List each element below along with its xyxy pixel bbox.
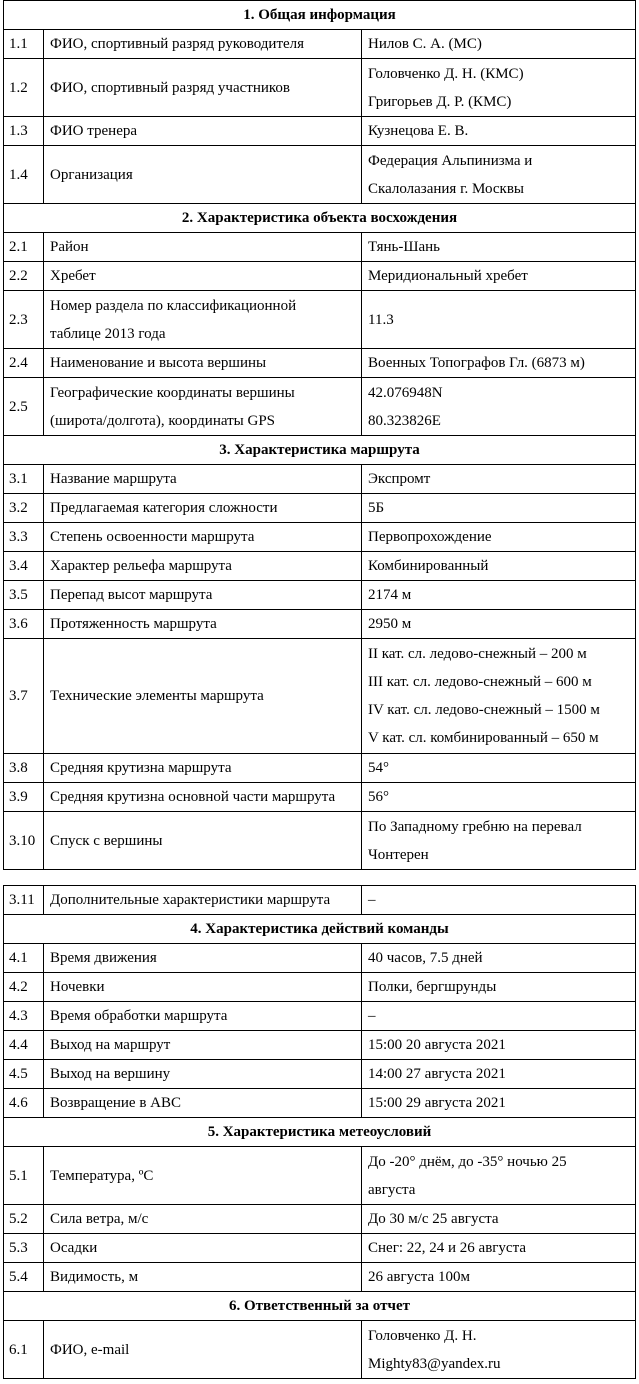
row-label: Предлагаемая категория сложности (44, 494, 362, 523)
table-row (4, 233, 636, 262)
section-header-row (4, 1292, 636, 1321)
text-line: Номер раздела по классификационной (50, 297, 297, 314)
text-line: До -20° днём, до -35° ночью 25 (368, 1153, 567, 1170)
row-label: Сила ветра, м/с (44, 1205, 362, 1234)
row-number: 1.4 (4, 146, 44, 204)
row-label: Протяженность маршрута (44, 610, 362, 639)
row-label: Организация (44, 146, 362, 204)
table-row (4, 639, 636, 754)
row-value (362, 944, 636, 973)
row-value (362, 754, 636, 783)
table-row (4, 552, 636, 581)
row-number: 1.3 (4, 117, 44, 146)
table-row (4, 291, 636, 349)
section-title: 2. Характеристика объекта восхождения (4, 204, 636, 233)
report-table-continued (3, 885, 636, 1379)
row-value (362, 291, 636, 349)
row-number: 4.4 (4, 1031, 44, 1060)
row-value (362, 639, 636, 754)
row-label: Район (44, 233, 362, 262)
text-line: Скалолазания г. Москвы (368, 180, 524, 197)
report-table-body-2 (4, 886, 636, 1379)
row-label: Время движения (44, 944, 362, 973)
text-line: Снег: 22, 24 и 26 августа (368, 1240, 526, 1256)
text-line: 80.323826E (368, 412, 441, 429)
row-value (362, 494, 636, 523)
text-line: таблице 2013 года (50, 325, 166, 342)
row-value (362, 465, 636, 494)
row-value (362, 783, 636, 812)
row-value (362, 1031, 636, 1060)
text-line: – (368, 892, 376, 908)
table-row (4, 1234, 636, 1263)
text-line: 26 августа 100м (368, 1269, 470, 1285)
row-value (362, 886, 636, 915)
row-number: 2.4 (4, 349, 44, 378)
text-line: Кузнецова Е. В. (368, 123, 469, 139)
row-number: 3.7 (4, 639, 44, 754)
report-table-body-1 (4, 1, 636, 870)
section-header-row (4, 915, 636, 944)
row-value (362, 1089, 636, 1118)
row-value (362, 1147, 636, 1205)
text-line: До 30 м/с 25 августа (368, 1211, 499, 1227)
text-line: (широта/долгота), координаты GPS (50, 412, 276, 429)
row-label: Дополнительные характеристики маршрута (44, 886, 362, 915)
text-line: Экспромт (368, 471, 431, 487)
row-label: ФИО, e-mail (44, 1321, 362, 1379)
row-value (362, 523, 636, 552)
table-row (4, 1147, 636, 1205)
section-header-row (4, 1, 636, 30)
row-number: 4.1 (4, 944, 44, 973)
row-value (362, 610, 636, 639)
row-label: ФИО, спортивный разряд руководителя (44, 30, 362, 59)
row-number: 3.10 (4, 812, 44, 870)
row-number: 1.2 (4, 59, 44, 117)
text-line: По Западному гребню на перевал (368, 818, 582, 835)
text-line: Меридиональный хребет (368, 268, 528, 284)
row-label: Выход на маршрут (44, 1031, 362, 1060)
row-label: Средняя крутизна основной части маршрута (44, 783, 362, 812)
row-number: 4.2 (4, 973, 44, 1002)
row-value (362, 552, 636, 581)
row-label: Видимость, м (44, 1263, 362, 1292)
row-number: 3.1 (4, 465, 44, 494)
section-title: 3. Характеристика маршрута (4, 436, 636, 465)
row-value (362, 233, 636, 262)
row-number: 5.2 (4, 1205, 44, 1234)
text-line: 2950 м (368, 616, 412, 632)
table-row (4, 783, 636, 812)
text-line: Григорьев Д. Р. (КМС) (368, 93, 512, 110)
table-row (4, 610, 636, 639)
row-value (362, 1060, 636, 1089)
row-number: 3.4 (4, 552, 44, 581)
row-number: 3.2 (4, 494, 44, 523)
report-table-main (3, 0, 636, 870)
text-line: Географические координаты вершины (50, 384, 295, 401)
table-row (4, 1002, 636, 1031)
text-line: Полки, бергшрунды (368, 979, 497, 995)
text-line: 15:00 20 августа 2021 (368, 1037, 506, 1053)
table-row (4, 523, 636, 552)
text-line: Mighty83@yandex.ru (368, 1355, 501, 1372)
text-line: Головченко Д. Н. (КМС) (368, 65, 524, 82)
row-label: ФИО, спортивный разряд участников (44, 59, 362, 117)
text-line: Первопрохождение (368, 529, 492, 545)
row-label: Название маршрута (44, 465, 362, 494)
table-row (4, 1321, 636, 1379)
row-label (44, 378, 362, 436)
text-line: – (368, 1008, 376, 1024)
row-number: 4.3 (4, 1002, 44, 1031)
row-number: 6.1 (4, 1321, 44, 1379)
row-number: 3.5 (4, 581, 44, 610)
text-line: IV кат. сл. ледово-снежный – 1500 м (368, 702, 600, 718)
table-row (4, 1060, 636, 1089)
table-row (4, 59, 636, 117)
row-label: Спуск с вершины (44, 812, 362, 870)
table-row (4, 146, 636, 204)
row-label: Время обработки маршрута (44, 1002, 362, 1031)
table-row (4, 973, 636, 1002)
table-row (4, 378, 636, 436)
row-value (362, 1002, 636, 1031)
table-row (4, 1031, 636, 1060)
text-line: Чонтерен (368, 846, 429, 863)
text-line: 5Б (368, 500, 385, 516)
text-line: 14:00 27 августа 2021 (368, 1066, 506, 1082)
row-value (362, 1234, 636, 1263)
table-row (4, 754, 636, 783)
section-header-row (4, 204, 636, 233)
text-line: V кат. сл. комбинированный – 650 м (368, 730, 599, 746)
row-number: 3.8 (4, 754, 44, 783)
table-row (4, 117, 636, 146)
section-title: 4. Характеристика действий команды (4, 915, 636, 944)
row-number: 3.6 (4, 610, 44, 639)
text-line: III кат. сл. ледово-снежный – 600 м (368, 674, 592, 690)
table-row (4, 1089, 636, 1118)
row-value (362, 1321, 636, 1379)
row-label: ФИО тренера (44, 117, 362, 146)
table-row (4, 349, 636, 378)
row-label: Температура, ºС (44, 1147, 362, 1205)
row-number: 4.5 (4, 1060, 44, 1089)
row-value (362, 146, 636, 204)
row-number: 1.1 (4, 30, 44, 59)
text-line: Головченко Д. Н. (368, 1327, 477, 1344)
row-value (362, 1263, 636, 1292)
text-line: 11.3 (368, 311, 394, 328)
table-row (4, 581, 636, 610)
table-row (4, 30, 636, 59)
row-value (362, 1205, 636, 1234)
table-row (4, 812, 636, 870)
row-number: 5.1 (4, 1147, 44, 1205)
table-row (4, 886, 636, 915)
section-title: 5. Характеристика метеоусловий (4, 1118, 636, 1147)
row-label: Технические элементы маршрута (44, 639, 362, 754)
row-label: Осадки (44, 1234, 362, 1263)
row-value (362, 117, 636, 146)
section-header-row (4, 436, 636, 465)
table-row (4, 1205, 636, 1234)
text-line: 40 часов, 7.5 дней (368, 950, 483, 966)
row-label: Характер рельефа маршрута (44, 552, 362, 581)
row-value (362, 812, 636, 870)
text-line: Военных Топографов Гл. (6873 м) (368, 355, 585, 371)
text-line: 15:00 29 августа 2021 (368, 1095, 506, 1111)
text-line: 54° (368, 760, 389, 776)
row-number: 3.11 (4, 886, 44, 915)
row-label: Степень освоенности маршрута (44, 523, 362, 552)
text-line: августа (368, 1181, 416, 1198)
row-value (362, 30, 636, 59)
text-line: Нилов С. А. (МС) (368, 36, 482, 52)
row-value (362, 581, 636, 610)
row-number: 5.3 (4, 1234, 44, 1263)
row-number: 3.9 (4, 783, 44, 812)
row-number: 4.6 (4, 1089, 44, 1118)
text-line: Федерация Альпинизма и (368, 152, 533, 169)
row-value (362, 378, 636, 436)
table-row (4, 262, 636, 291)
row-label: Выход на вершину (44, 1060, 362, 1089)
table-row (4, 1263, 636, 1292)
row-label: Возвращение в АВС (44, 1089, 362, 1118)
section-title: 6. Ответственный за отчет (4, 1292, 636, 1321)
row-label: Ночевки (44, 973, 362, 1002)
row-number: 2.2 (4, 262, 44, 291)
row-number: 2.3 (4, 291, 44, 349)
row-label: Перепад высот маршрута (44, 581, 362, 610)
row-number: 2.1 (4, 233, 44, 262)
row-label: Наименование и высота вершины (44, 349, 362, 378)
text-line: Комбинированный (368, 558, 489, 574)
table-row (4, 494, 636, 523)
text-line: 2174 м (368, 587, 412, 603)
row-value (362, 349, 636, 378)
text-line: Тянь-Шань (368, 239, 441, 255)
row-value (362, 59, 636, 117)
row-number: 2.5 (4, 378, 44, 436)
row-label: Хребет (44, 262, 362, 291)
section-title: 1. Общая информация (4, 1, 636, 30)
row-value (362, 973, 636, 1002)
text-line: 42.076948N (368, 384, 443, 401)
row-number: 5.4 (4, 1263, 44, 1292)
row-value (362, 262, 636, 291)
row-label: Средняя крутизна маршрута (44, 754, 362, 783)
table-row (4, 944, 636, 973)
row-label (44, 291, 362, 349)
row-number: 3.3 (4, 523, 44, 552)
text-line: 56° (368, 789, 389, 805)
text-line: II кат. сл. ледово-снежный – 200 м (368, 646, 587, 662)
section-header-row (4, 1118, 636, 1147)
table-row (4, 465, 636, 494)
